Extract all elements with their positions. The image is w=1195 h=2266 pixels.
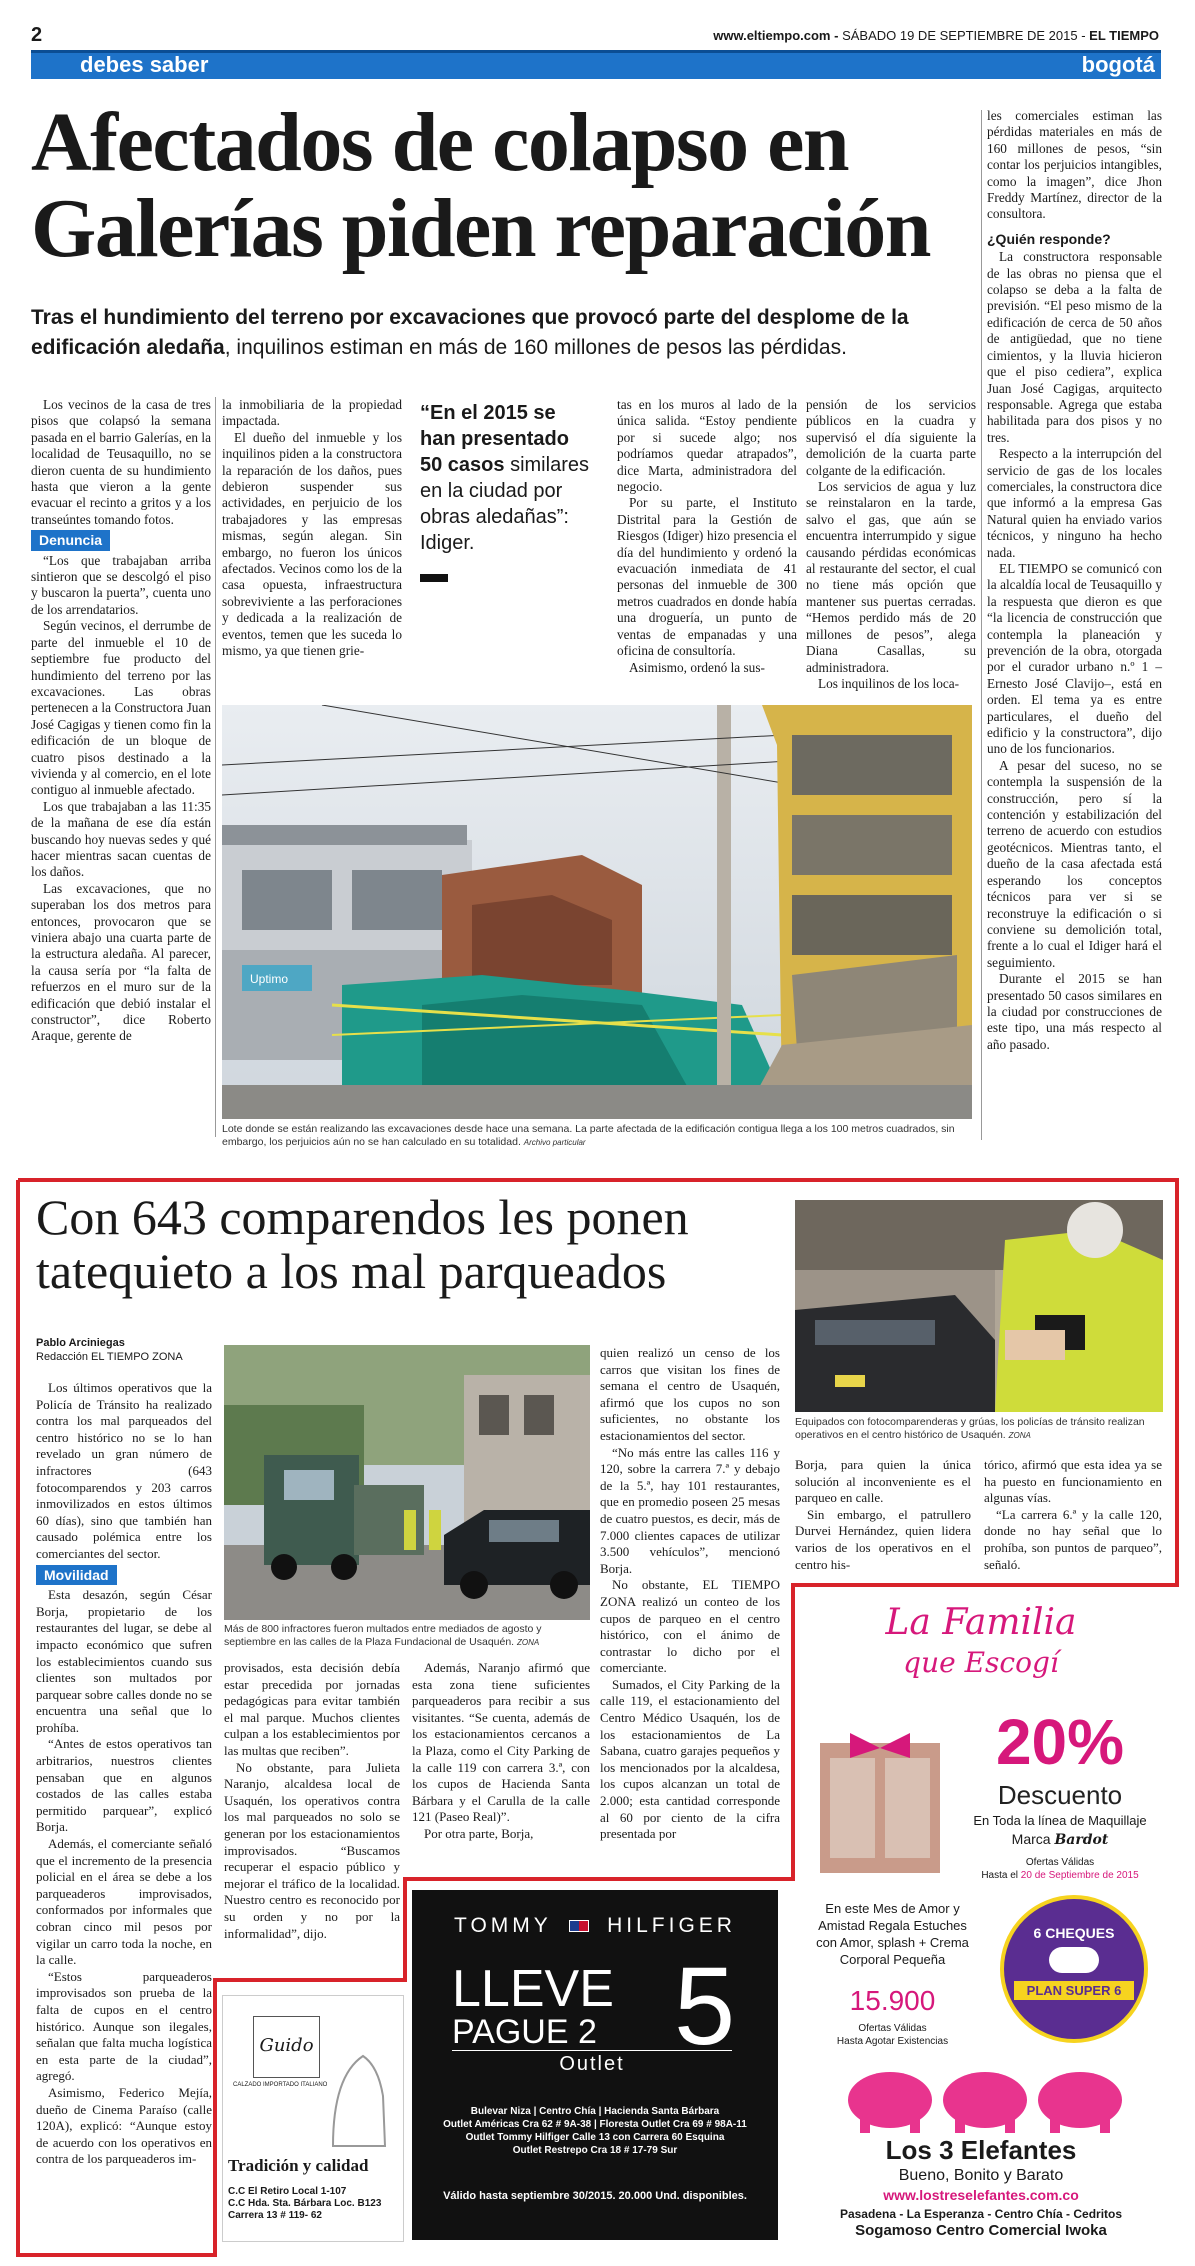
article1-col2-p1: la inmobiliaria de la propiedad impactada. [222, 397, 402, 429]
gift-box-illustration [810, 1703, 960, 1883]
ad-elefantes-name: Los 3 Elefantes [885, 2135, 1077, 2165]
collapse-photo [222, 705, 972, 1119]
article2-column-6 [984, 1457, 1162, 1573]
ad-familia-title [800, 1603, 1162, 1683]
pull-quote-mark [420, 574, 448, 582]
ad-familia-marca [960, 1831, 1160, 1848]
guido-sub: CALZADO IMPORTADO ITALIANO [233, 2082, 328, 2088]
guido-addr-1: C.C El Retiro Local 1-107 [228, 2186, 347, 2197]
article2-col1-p3: “Antes de estos operativos tan arbitrarios, nuestros clientes pensaban que en algunos costados de las calles estaba permitido parquear”, explicó Borja. [36, 1736, 212, 1835]
tommy-brand [412, 1914, 778, 1938]
headline-2 [36, 1190, 796, 1298]
headline-1-line-2: Galerías piden reparación [31, 182, 930, 275]
pull-quote-rest: similares en la ciudad por obras aledañas”: Idiger. [420, 454, 589, 554]
article1-col1-p3: Según vecinos, el derrumbe de parte del inmueble el 10 de septiembre fue producto del hundimiento del terreno por las excavaciones. Las obras pertenecen a la Constructora Juan José Cagigas y tienen como fin la edificación de un bloque de cuatro pisos destinado a la vivienda y al comercio, en el lote contiguo al inmueble afectado. [31, 618, 211, 798]
article1-col5-p1: pensión de los servicios públicos en la cuadra y supervisó el día siguiente la demolición de la cuarta parte colgante de la edificación. [806, 397, 976, 478]
tommy-addresses [422, 2105, 768, 2157]
caption-text: Más de 800 infractores fueron multados entre mediados de agosto y septiembre en las calles de la Plaza Fundacional de Usaquén. [224, 1623, 542, 1648]
ad-familia-valid3: Ofertas Válidas [858, 2023, 927, 2034]
guido-logo: Guido [253, 2016, 320, 2078]
photo-credit: Archivo particular [523, 1138, 586, 1147]
article1-col6-p2: La constructora responsable de las obras no piensa que el colapso se deba a la falta de previsión. “El peso mismo de la edificación de cerca de 50 años de antigüedad, que no tiene cimientos, y la lluvia hicieron que el piso cediera”, explica Juan José Cagigas, arquitecto responsable. Agrega que estaba habilitada para dos pisos y no tres. [987, 249, 1162, 445]
article2-col1-p5: “Estos parqueaderos improvisados son prueba de la falta de cupos en el centro histórico. Aunque son ilegales, señalan que falta mucha logística en esta parte de la ciudad”, agregó. [36, 1968, 212, 2084]
guido-addresses [228, 2186, 398, 2222]
byline-desk: Redacción EL TIEMPO ZONA [36, 1351, 183, 1363]
deck-1 [31, 303, 976, 363]
kicker-movilidad: Movilidad [36, 1565, 117, 1586]
headline-2-line-1: Con 643 comparendos les ponen [36, 1189, 689, 1245]
ad-familia-title-2: que Escogí [903, 1646, 1059, 1679]
article1-column-4 [617, 397, 797, 676]
masthead-dateline [713, 28, 1159, 43]
article1-col1-p4: Los que trabajaban a las 11:35 de la mañana de ese día están buscando hoy nuevas sedes y qué hacer mientras sacan cuentas de los daños. [31, 798, 211, 880]
article2-col3-p2: Por otra parte, Borja, [424, 1825, 534, 1841]
article2-col4-p3: No obstante, EL TIEMPO ZONA realizó un conteo de los cupos de parqueo en el centro histórico, con el ánimo de contrastar lo dicho por el comerciante. [600, 1577, 780, 1676]
page-number: 2 [31, 24, 43, 46]
ad-elefantes-sogamoso: Sogamoso Centro Comercial Iwoka [855, 2222, 1107, 2239]
badge-bottom: PLAN SUPER 6 [1014, 1981, 1134, 2000]
article2-column-1 [36, 1380, 212, 2168]
police-photo-caption [795, 1416, 1163, 1442]
article2-col3-p1: Además, Naranjo afirmó que esta zona tiene suficientes parqueaderos para recibir a sus visitantes. “Se cuenta, además de los estacionamientos cercanos a la Plaza, como el City Parking de la calle 119 con carrera 3.ª, con los cupos de Hacienda Santa Bárbara y el Carulla de la calle 121 (Paseo Real)”. [412, 1660, 590, 1825]
article2-col1-p2: Esta desazón, según César Borja, propietario de los restaurantes del lugar, se debe al impacto económico que sufren los establecimientos cuando sus clientes son multados por parquear sobre calles donde no se encuentra una señal que lo prohíba. [36, 1587, 212, 1735]
article2-column-5 [795, 1457, 971, 1573]
article2-col6-p1: tórico, afirmó que esta idea ya se ha puesto en funcionamiento en algunas vías. [984, 1457, 1162, 1506]
ad-familia-valid2 [960, 1870, 1160, 1881]
article1-column-1 [31, 397, 211, 1045]
tommy-lleve: LLEVE [452, 1960, 614, 2018]
article1-col2-p2: El dueño del inmueble y los inquilinos piden a la constructora la reparación de los daños, pues debieron suspender sus actividades, en perjuicio de los trabajadores y las empresas mismas, según alegan. Sin embargo, no fueron los únicos afectados. Vecinos como los de la casa opuesta, infraestructura sobreviviente a las perforaciones y dedicada a la realización de eventos, temen que les suceda lo mismo, ya que tienen grie- [222, 429, 402, 659]
deck-1-bold: Tras el hundimiento del terreno por excavaciones que provocó parte del desplome de la edificación aledaña [31, 306, 909, 359]
article2-column-3 [412, 1660, 590, 1843]
ad-elefantes-url[interactable]: www.lostreselefantes.com.co [883, 2187, 1079, 2203]
edition-date: SÁBADO 19 DE SEPTIEMBRE DE 2015 - [842, 28, 1086, 43]
ad-familia-brand: Bardot [1054, 1832, 1109, 1848]
subhead-quien-responde: ¿Quién responde? [987, 230, 1111, 247]
article1-col6-p6: Durante el 2015 se han presentado 50 casos similares en la ciudad por construcciones de este tipo, una más respecto al año pasado. [987, 971, 1162, 1052]
article1-column-6 [987, 108, 1162, 1053]
article2-col2-p2: No obstante, para Julieta Naranjo, alcaldesa local de Usaquén, los operativos contra los mal parqueados no solo se generan por los estacionamientos improvisados. “Buscamos recuperar el espacio público y mejorar el tráfico de la localidad. Nuestro centro es reconocido por su orden y no por la informalidad”, dijo. [224, 1759, 400, 1941]
tommy-lleve-num: 5 [674, 1945, 736, 2068]
paper-name: EL TIEMPO [1089, 28, 1159, 43]
police-photo [795, 1200, 1163, 1412]
tommy-addr-2: Outlet Américas Cra 62 # 9A-38 | Floresta Outlet Cra 69 # 98A-11 [443, 2119, 747, 2130]
article2-col5-p1: Borja, para quien la única solución al inconveniente es el parqueo en calle. [795, 1457, 971, 1506]
article1-col1-p5: Las excavaciones, que no superaban los dos metros para entonces, provocaron que se viniera abajo una cuarta parte de la estructura aledaña. Al parecer, la causa sería por “la falta de refuerzos en el muro sur de la edificación que debió instalar el constructor”, dice Roberto Araque, gerente de [31, 880, 211, 1044]
pull-quote-bold: “En el 2015 se han presentado 50 casos [420, 402, 569, 476]
caption-text: Lote donde se están realizando las excavaciones desde hace una semana. La parte afectada de la edificación contigua llega a los 100 metros cuadrados, sin embargo, los perjuicios aún no se han calculado en su totalidad. [222, 1123, 955, 1148]
article1-col5-p2: Los servicios de agua y luz se reinstalaron en la tarde, salvo el gas, que aún se encuentra interrumpido y sigue causando pérdidas económicas al restaurante del sector, el cual no tiene más opción que mantener sus puertas cerradas. “Hemos perdido más de 20 millones de pesos”, alega Diana Casallas, su administradora. [806, 479, 976, 675]
ad-familia-valid2-pre: Hasta el [981, 1870, 1019, 1881]
column-divider [215, 397, 216, 1137]
article2-col1-p6: Asimismo, Federico Mejía, dueño de Cinema Paraíso (calle 120A), explicó: “Aunque estoy de acuerdo con los operativos en contra de los parqueaderos im- [36, 2084, 212, 2167]
tommy-addr-4: Outlet Restrepo Cra 18 # 17-79 Sur [512, 2145, 678, 2156]
kicker-denuncia: Denuncia [31, 530, 110, 550]
tommy-brand-right: HILFIGER [607, 1914, 736, 1937]
article2-col4-p4: Sumados, el City Parking de la calle 119, el estacionamiento del Centro Médico Usaquén, los de los estacionamientos de La Sabana, cuatro garajes pequeños y los mencionados por la alcaldesa, los cupos alcanzan un total de 2.000; esta cantidad corresponde al 60 por ciento de la cifra presentada por [600, 1676, 780, 1842]
tommy-pague [452, 2014, 597, 2050]
article1-col1-p2: “Los que trabajaban arriba sintieron que se descolgó el piso y buscaron la puerta”, cuenta uno de los arrendatarios. [31, 552, 211, 617]
byline [36, 1336, 183, 1364]
article1-col6-p5: A pesar del suceso, no se contempla la suspensión de la construcción, pero sí la contención y estabilización del terreno de acuerdo con estudios geotécnicos. Mientras tanto, el dueño de la casa afectada está esperando los conceptos técnicos para ver si se reconstruye la edificación o si conviene su demolición total, frente a lo cual el Idiger hará el seguimiento. [987, 757, 1162, 970]
deck-1-rest: , inquilinos estiman en más de 160 millones de pesos las pérdidas. [224, 336, 847, 359]
article2-col5-p2: Sin embargo, el patrullero Durvei Hernández, quien lidera varios de los operativos en el centro his- [795, 1506, 971, 1572]
badge-cow-icon [1049, 1947, 1099, 1973]
badge-top: 6 CHEQUES [1033, 1925, 1115, 1941]
site-url[interactable]: www.eltiempo.com - [713, 28, 839, 43]
caption-text: Equipados con fotocomparenderas y grúas, los policías de tránsito realizan operativos en el centro histórico de Usaquén. [795, 1416, 1145, 1441]
article2-column-4 [600, 1345, 780, 1843]
article2-col4-p2: “No más entre las calles 116 y 120, sobre la carrera 7.ª y debajo de la 5.ª, hay 101 restaurantes, que en promedio poseen 25 mesas de cuatro puestos, es decir, más de 7.000 clientes capaces de utilizar 3.500 vehículos”, mencionó Borja. [600, 1444, 780, 1576]
article1-col6-p1: les comerciales estiman las pérdidas materiales en más de 160 millones de pesos, “sin contar los perjuicios intangibles, como la imagen”, dice Jhon Freddy Martínez, director de la consultora. [987, 108, 1162, 222]
tommy-addr-3: Outlet Tommy Hilfiger Calle 13 con Carrera 60 Esquina [465, 2132, 725, 2143]
shop-sign-text: Uptimo [250, 972, 289, 986]
column-divider [981, 110, 982, 1140]
ad-familia-price: 15.900 [849, 1985, 936, 2016]
article2-column-2 [224, 1660, 400, 1942]
tommy-pague-num: 2 [577, 2013, 597, 2051]
article1-col4-p3: Asimismo, ordenó la sus- [629, 659, 765, 675]
ad-familia-valid2-date: 20 de Septiembre de 2015 [1020, 1870, 1139, 1881]
guido-tagline: Tradición y calidad [228, 2156, 369, 2175]
headline-1 [31, 96, 971, 275]
article1-col4-p1: tas en los muros al lado de la única salida. “Estoy pendiente por si sucede algo; nos podríamos quedar atrapados”, dice Marta, administradora del negocio. [617, 397, 797, 495]
ad-guido[interactable] [222, 1995, 404, 2242]
article2-col2-p1: provisados, esta decisión debía estar precedida por jornadas pedagógicas para evitar también el mal parque. Muchos clientes culpan a los establecimientos por las multas que reciben”. [224, 1660, 400, 1758]
tommy-addr-1: Bulevar Niza | Centro Chía | Hacienda Santa Bárbara [470, 2106, 720, 2117]
tommy-pague-label: PAGUE [452, 2013, 569, 2051]
byline-author: Pablo Arciniegas [36, 1337, 125, 1349]
ad-la-familia[interactable] [800, 1595, 1162, 2243]
article1-col5-p3: Los inquilinos de los loca- [818, 675, 960, 691]
tommy-valid: Válido hasta septiembre 30/2015. 20.000 Und. disponibles. [443, 2190, 747, 2202]
ad-familia-valid1: Ofertas Válidas [1025, 1857, 1095, 1868]
headline-2-line-2: tatequieto a los mal parqueados [36, 1243, 667, 1299]
elephants-icon [840, 2060, 1130, 2135]
article2-col4-p1: quien realizó un censo de los carros que visitan los fines de semana el centro de Usaquén, afirmó que los cupos no son suficientes, no obstante los estacionamientos del sector. [600, 1345, 780, 1443]
ad-familia-descuento: Descuento [997, 1780, 1123, 1810]
article1-col1-p1: Los vecinos de la casa de tres pisos que colapsó la semana pasada en el barrio Galerías, en la localidad de Teusaquillo, no se dieron cuenta de su hundimiento hasta que vieron a la gente evacuar el recinto a gritos y a los transeúntes tomando fotos. [31, 397, 211, 527]
tommy-brand-left: TOMMY [454, 1914, 552, 1937]
plan-super-6-badge [1000, 1895, 1148, 2043]
pull-quote [420, 400, 595, 582]
headline-1-line-1: Afectados de colapso en [31, 96, 849, 189]
section-label-right: bogotá [1081, 52, 1155, 77]
shoe-icon [323, 2036, 393, 2156]
article1-column-2 [222, 397, 402, 660]
collapse-photo-caption [222, 1123, 972, 1149]
article2-col1-p4: Además, el comerciante señaló que el incremento de la presencia policial en el área se debe a los parqueaderos improvisados, conformados por informales que cobran cinco mil pesos por vigilar un carro toda la noche, en la calle. [36, 1836, 212, 1968]
guido-addr-2: C.C Hda. Sta. Bárbara Loc. B123 [228, 2198, 382, 2209]
ad-familia-valid4: Hasta Agotar Existencias [836, 2036, 949, 2047]
article1-column-5 [806, 397, 976, 692]
guido-addr-3: Carrera 13 # 119- 62 [228, 2210, 322, 2221]
truck-photo [224, 1345, 590, 1620]
ad-familia-promo: En este Mes de Amor y Amistad Regala Estuches con Amor, splash + Crema Corporal Pequeña [816, 1901, 969, 1967]
ad-elefantes-slogan: Bueno, Bonito y Barato [898, 2167, 1064, 2184]
truck-photo-caption [224, 1623, 590, 1649]
photo-credit: ZONA [517, 1638, 540, 1647]
ad-familia-line1: En Toda la línea de Maquillaje [973, 1813, 1147, 1828]
article1-col6-p3: Respecto a la interrupción del servicio de gas de los locales comerciales, la constructora dice que informó a la empresa Gas Natural quien ha enviado varios técnicos, y ninguno ha hecho nada. [987, 446, 1162, 560]
ad-elefantes-branches: Pasadena - La Esperanza - Centro Chía - Cedritos [839, 2207, 1123, 2221]
photo-credit: ZONA [1008, 1431, 1031, 1440]
article2-col6-p2: “La carrera 6.ª y la calle 120, donde no hay señal que lo prohíba, son puntos de parqueo”, señaló. [984, 1506, 1162, 1572]
tommy-outlet: Outlet [452, 2050, 732, 2076]
ad-familia-marca-label: Marca [1011, 1831, 1051, 1847]
section-label-left: debes saber [80, 52, 209, 77]
article1-col4-p2: Por su parte, el Instituto Distrital para la Gestión de Riesgos (Idiger) hizo presencia el día del hundimiento y ordenó la evacuación inmediata de 41 personas del inmueble de 300 metros cuadrados en donde había una droguería, un punto de ventas de empanadas y una oficina de consultoría. [617, 495, 797, 659]
ad-tommy-hilfiger[interactable] [412, 1890, 778, 2240]
article2-col1-p1: Los últimos operativos que la Policía de Tránsito ha realizado contra los mal parqueados del centro histórico no se lo han revelado un gran número de infractores (643 fotocomparendos y 203 carros inmovilizados en estos últimos 60 días), sino que también han causado polémica entre los comerciantes del sector. [36, 1380, 212, 1561]
ad-familia-percent: 20% [995, 1706, 1125, 1778]
article1-col6-p4: EL TIEMPO se comunicó con la alcaldía local de Teusaquillo y la respuesta que dieron es que “la licencia de construcción que contempla la planeación y prevención de la obra, otorgada por el curador urbano n.º 1 –Ernesto José Clavijo–, está en orden. El tema ya es entre particulares, el dueño del edificio y la constructora”, dijo uno de los funcionarios. [987, 560, 1162, 757]
tommy-flag-icon [569, 1920, 589, 1932]
ad-familia-title-1: La Familia [885, 1602, 1077, 1643]
